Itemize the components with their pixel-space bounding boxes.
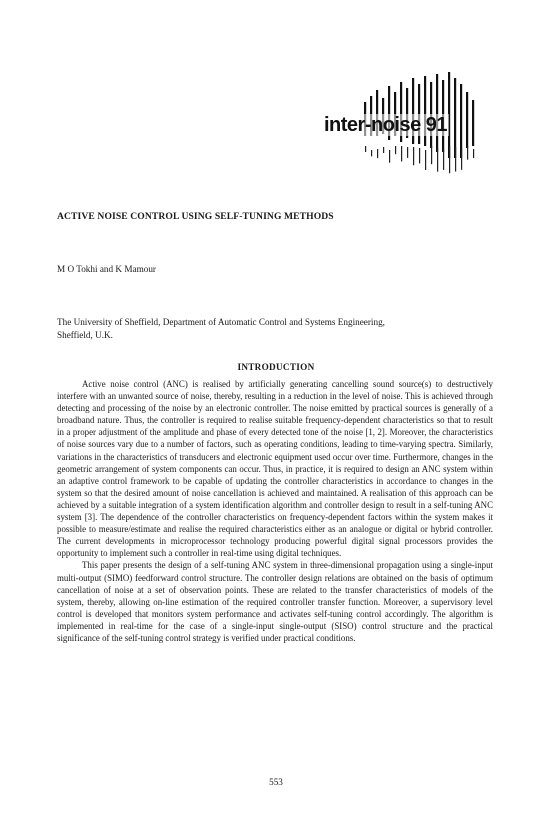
paragraph: Active noise control (ANC) is realised by artificially generating cancelling sound source(s) to destructively interfere with an unwanted source of noise, thereby, resulting in a reduction in the level of noise. This is achieved through detecting and processing of the noise by an electronic controller. The noise emitted by practical sources is generally of a broadband nature. Thus, the controller is required to realise suitable frequency-dependent characteristics so that to result in a proper adjustment of the amplitude and phase of every detected tone of the noise [1, 2]. Moreover, the characteristics of noise sources vary due to a number of factors, such as operating conditions, leading to time-varying spectra. Similarly, variations in the characteristics of transducers and electronic equipment used occur over time. Furthermore, changes in the geometric arrangement of system components can occur. Thus, in practice, it is required to design an ANC system within an adaptive control framework to be capable of updating the controller characteristics in accordance to changes in the system so that the desired amount of noise cancellation is achieved and maintained. A realisation of this approach can be achieved by a suitable integration of a system identification algorithm and controller design to result in a self-tuning ANC system [3]. The dependence of the controller characteristics on frequency-dependent factors within the system makes it possible to measure/estimate and realise the required characteristics either as an analogue or digital or hybrid controller. The current developments in microprocessor technology producing powerful digital signal processors provides the opportunity to implement such a controller in real-time using digital techniques. — [57, 379, 493, 559]
paragraph: This paper presents the design of a self-tuning ANC system in three-dimensional propagation using a single-input multi-output (SIMO) feedforward control structure. The controller design relations are obtained on the basis of optimum cancellation of noise at a set of observation points. These are related to the transfer characteristics of models of the system, thereby, allowing on-line estimation of the required controller transfer function. Moreover, a supervisory level control is developed that monitors system performance and activates self-tuning control accordingly. The algorithm is implemented in real-time for the case of a single-input single-output (SISO) control structure and the practical significance of the self-tuning control strategy is verified under practical conditions. — [57, 560, 493, 643]
body-text — [57, 378, 493, 644]
page-number: 553 — [269, 777, 283, 787]
logo-text: inter-noise 91 — [324, 114, 448, 136]
paper-title: ACTIVE NOISE CONTROL USING SELF-TUNING METHODS — [57, 211, 334, 222]
paper-affiliation — [57, 316, 385, 342]
section-heading: INTRODUCTION — [237, 362, 315, 372]
conference-logo — [318, 72, 478, 182]
affiliation-line: Sheffield, U.K. — [57, 330, 113, 341]
affiliation-line: The University of Sheffield, Department of Automatic Control and Systems Engineering, — [57, 317, 385, 327]
paper-authors: M O Tokhi and K Mamour — [57, 264, 156, 274]
